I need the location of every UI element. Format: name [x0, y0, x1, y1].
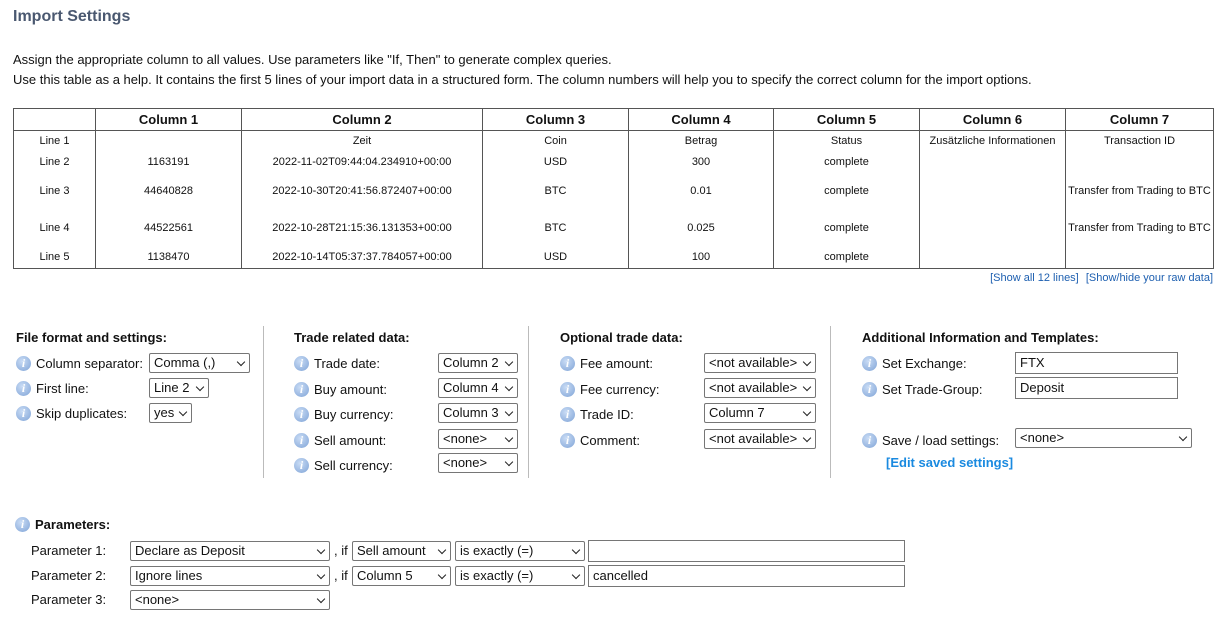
table-cell: Line 4 [14, 210, 96, 247]
table-header: Column 3 [483, 109, 629, 131]
table-header: Column 6 [920, 109, 1066, 131]
section-heading: Trade related data: [294, 330, 410, 345]
sell-currency-row [294, 454, 393, 476]
table-cell: Transaction ID [1066, 131, 1214, 152]
first-line-label: First line: [36, 380, 89, 396]
info-icon[interactable]: i [16, 381, 31, 396]
table-cell: BTC [483, 210, 629, 247]
table-header: Column 5 [774, 109, 920, 131]
trade-date-row [294, 352, 380, 374]
parameter-3-label: Parameter 3: [31, 592, 107, 607]
parameter-1-if-text: , if [334, 543, 348, 558]
info-icon[interactable]: i [294, 407, 309, 422]
table-cell: Betrag [629, 131, 774, 152]
table-header: Column 7 [1066, 109, 1214, 131]
trade-group-label: Set Trade-Group: [882, 381, 983, 397]
table-cell: Line 3 [14, 173, 96, 210]
sell-amount-row [294, 429, 386, 451]
info-icon[interactable]: i [560, 356, 575, 371]
first-line-row [16, 377, 89, 399]
table-cell: BTC [483, 173, 629, 210]
info-icon[interactable]: i [560, 382, 575, 397]
sell-amount-label: Sell amount: [314, 432, 387, 448]
buy-amount-select[interactable]: Column 4 [438, 378, 518, 398]
table-cell [96, 131, 242, 152]
table-cell: complete [774, 173, 920, 210]
parameter-1-operator-select[interactable]: is exactly (=) [455, 541, 585, 561]
trade-data-section [294, 330, 410, 348]
table-cell: 1138470 [96, 247, 242, 269]
table-header: Column 2 [242, 109, 483, 131]
table-cell: 2022-10-30T20:41:56.872407+00:00 [242, 173, 483, 210]
table-row [14, 152, 1214, 173]
preview-table [13, 108, 1214, 269]
buy-currency-row [294, 403, 393, 425]
parameter-3-action-select[interactable]: <none> [130, 590, 330, 610]
fee-currency-label: Fee currency: [580, 381, 660, 397]
parameter-1-label: Parameter 1: [31, 543, 107, 558]
info-icon[interactable]: i [16, 406, 31, 421]
table-cell [920, 152, 1066, 173]
parameter-2-action-select[interactable]: Ignore lines [130, 566, 330, 586]
fee-amount-label: Fee amount: [580, 355, 653, 371]
first-line-select[interactable]: Line 2 [149, 378, 209, 398]
edit-saved-settings-link[interactable]: [Edit saved settings] [886, 455, 1014, 470]
info-icon[interactable]: i [560, 407, 575, 422]
exchange-label: Set Exchange: [882, 355, 967, 371]
info-icon[interactable]: i [294, 356, 309, 371]
table-cell: USD [483, 152, 629, 173]
section-divider [528, 326, 529, 478]
parameter-2-if-text: , if [334, 568, 348, 583]
toggle-raw-data-link[interactable]: [Show/hide your raw data] [1085, 272, 1213, 284]
section-heading: Optional trade data: [560, 330, 683, 345]
trade-group-input[interactable]: Deposit [1015, 377, 1178, 399]
optional-data-section [560, 330, 683, 348]
info-icon[interactable]: i [560, 433, 575, 448]
comment-label: Comment: [580, 432, 640, 448]
section-heading: Additional Information and Templates: [862, 330, 1099, 345]
parameter-1-action-select[interactable]: Declare as Deposit [130, 541, 330, 561]
exchange-input[interactable]: FTX [1015, 352, 1178, 374]
table-cell: Zeit [242, 131, 483, 152]
info-icon[interactable]: i [862, 382, 877, 397]
parameter-2-field-select[interactable]: Column 5 [352, 566, 451, 586]
exchange-row [862, 352, 967, 374]
fee-amount-select[interactable]: <not available> [704, 353, 816, 373]
table-cell: Transfer from Trading to BTC [1066, 173, 1214, 210]
additional-section [862, 330, 1099, 348]
table-header: Column 1 [96, 109, 242, 131]
table-header-row [14, 109, 1214, 131]
trade-group-row [862, 378, 982, 400]
table-cell: complete [774, 152, 920, 173]
table-links [986, 272, 1213, 284]
table-cell: 44640828 [96, 173, 242, 210]
table-cell: 44522561 [96, 210, 242, 247]
table-cell: USD [483, 247, 629, 269]
table-cell: 0.01 [629, 173, 774, 210]
table-header [14, 109, 96, 131]
table-cell [1066, 152, 1214, 173]
section-divider [830, 326, 831, 478]
show-all-lines-link[interactable]: [Show all 12 lines] [990, 272, 1079, 284]
table-cell: 1163191 [96, 152, 242, 173]
table-cell: Line 2 [14, 152, 96, 173]
file-format-section [16, 330, 167, 348]
table-cell [1066, 247, 1214, 269]
table-cell: Line 5 [14, 247, 96, 269]
fee-currency-select[interactable]: <not available> [704, 378, 816, 398]
info-icon[interactable]: i [294, 382, 309, 397]
table-cell: 2022-10-28T21:15:36.131353+00:00 [242, 210, 483, 247]
trade-date-label: Trade date: [314, 355, 381, 371]
column-separator-label: Column separator: [36, 355, 143, 371]
skip-duplicates-row [16, 402, 127, 424]
table-cell [920, 173, 1066, 210]
parameters-heading [15, 517, 110, 532]
sell-currency-label: Sell currency: [314, 457, 393, 473]
info-icon[interactable]: i [294, 433, 309, 448]
comment-row [560, 429, 640, 451]
buy-currency-select[interactable]: Column 3 [438, 403, 518, 423]
table-cell: 2022-10-14T05:37:37.784057+00:00 [242, 247, 483, 269]
table-cell: 100 [629, 247, 774, 269]
trade-id-label: Trade ID: [580, 406, 634, 422]
info-icon[interactable]: i [862, 433, 877, 448]
table-cell [920, 210, 1066, 247]
buy-amount-row [294, 378, 387, 400]
parameter-1-field-select[interactable]: Sell amount [352, 541, 451, 561]
column-separator-row [16, 352, 143, 374]
info-icon[interactable]: i [15, 517, 30, 532]
trade-id-row [560, 403, 634, 425]
table-row [14, 210, 1214, 247]
table-cell: complete [774, 210, 920, 247]
section-divider [263, 326, 264, 478]
intro-line-1: Assign the appropriate column to all values. Use parameters like "If, Then" to generate complex queries. [13, 52, 612, 67]
trade-date-select[interactable]: Column 2 [438, 353, 518, 373]
buy-amount-label: Buy amount: [314, 381, 387, 397]
parameters-heading-text: Parameters: [35, 517, 111, 532]
intro-line-2: Use this table as a help. It contains the first 5 lines of your import data in a structured form. The column numbers will help you to specify the correct column for the import options. [13, 72, 1032, 87]
table-cell: Status [774, 131, 920, 152]
skip-duplicates-select[interactable]: yes [149, 403, 192, 423]
table-cell: complete [774, 247, 920, 269]
sell-currency-select[interactable]: <none> [438, 453, 518, 473]
table-cell: 300 [629, 152, 774, 173]
table-row [14, 173, 1214, 210]
save-load-row [862, 429, 999, 451]
section-heading: File format and settings: [16, 330, 167, 345]
table-header: Column 4 [629, 109, 774, 131]
comment-select[interactable]: <not available> [704, 429, 816, 449]
sell-amount-select[interactable]: <none> [438, 429, 518, 449]
column-separator-select[interactable]: Comma (,) [149, 353, 250, 373]
save-load-select[interactable]: <none> [1015, 428, 1192, 448]
table-cell: 2022-11-02T09:44:04.234910+00:00 [242, 152, 483, 173]
parameter-2-operator-select[interactable]: is exactly (=) [455, 566, 585, 586]
fee-currency-row [560, 378, 659, 400]
parameter-2-label: Parameter 2: [31, 568, 107, 583]
table-cell: Zusätzliche Informationen [920, 131, 1066, 152]
fee-amount-row [560, 352, 653, 374]
parameter-2-value-input[interactable]: cancelled [588, 565, 905, 587]
info-icon[interactable]: i [16, 356, 31, 371]
table-cell: Coin [483, 131, 629, 152]
skip-duplicates-label: Skip duplicates: [36, 405, 128, 421]
buy-currency-label: Buy currency: [314, 406, 394, 422]
table-cell: Transfer from Trading to BTC [1066, 210, 1214, 247]
table-cell: Line 1 [14, 131, 96, 152]
page-title: Import Settings [13, 8, 131, 25]
table-row [14, 247, 1214, 269]
info-icon[interactable]: i [862, 356, 877, 371]
save-load-label: Save / load settings: [882, 432, 1000, 448]
parameter-1-value-input[interactable] [588, 540, 905, 562]
intro-text [13, 50, 1032, 90]
table-row [14, 131, 1214, 152]
trade-id-select[interactable]: Column 7 [704, 403, 816, 423]
table-cell [920, 247, 1066, 269]
table-cell: 0.025 [629, 210, 774, 247]
info-icon[interactable]: i [294, 458, 309, 473]
